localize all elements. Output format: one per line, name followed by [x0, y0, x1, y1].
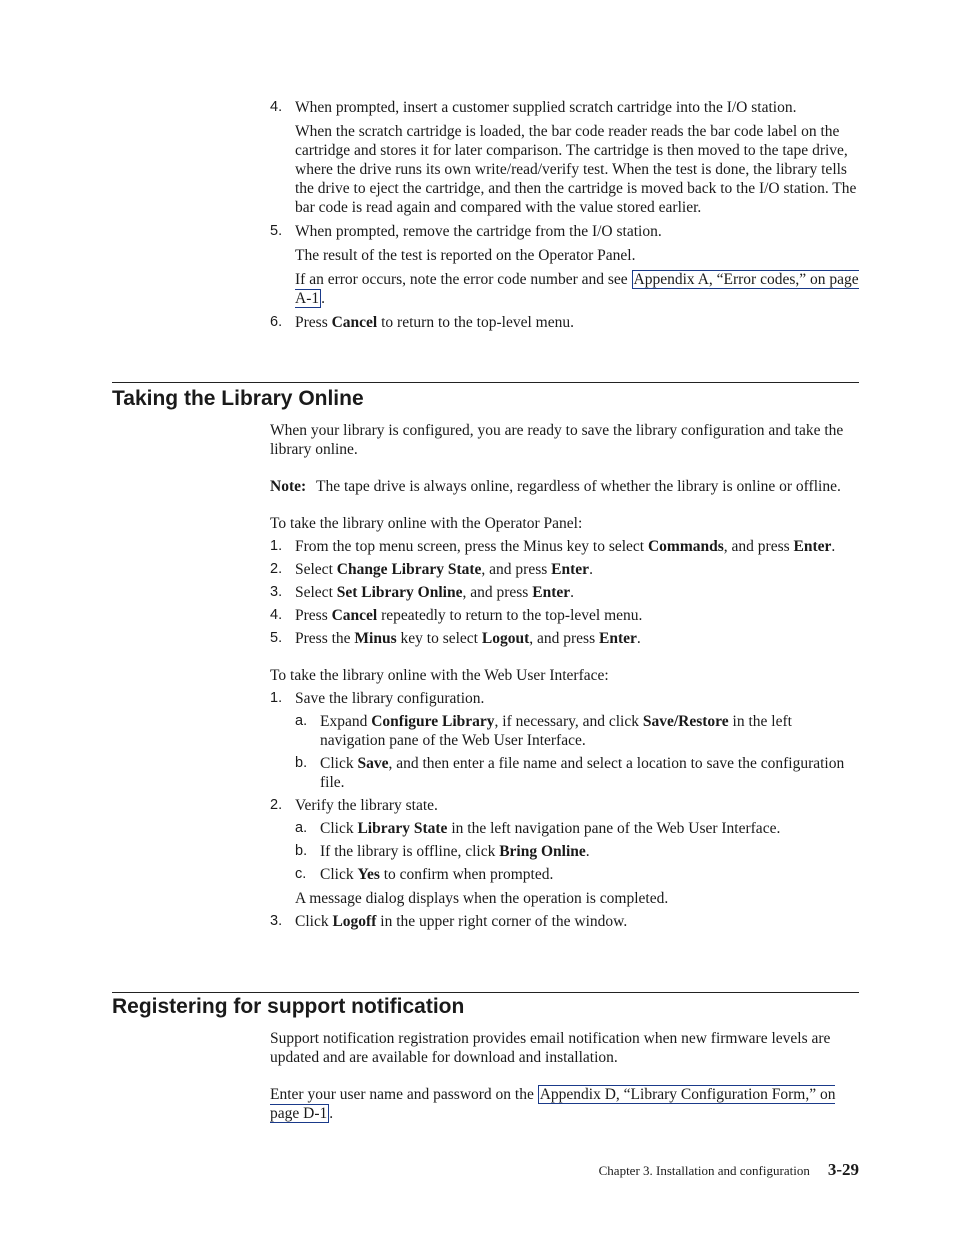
completion-message: A message dialog displays when the operation is completed. [295, 890, 669, 907]
substep-letter: c. [295, 866, 307, 882]
section-heading-support-notification: Registering for support notification [112, 995, 465, 1018]
list-number: 5. [270, 630, 283, 646]
list-number: 1. [270, 690, 283, 706]
web-step-3 [270, 912, 860, 931]
enter-credentials-paragraph [270, 1085, 860, 1123]
bold-term: Bring Online [499, 843, 586, 860]
step-text [295, 912, 860, 931]
text-run: Select [295, 584, 337, 601]
text-run: . [636, 630, 641, 647]
web-step-1 [270, 689, 860, 792]
bold-term: Enter [599, 630, 637, 647]
operator-panel-intro: To take the library online with the Operator Panel: [270, 515, 583, 532]
bold-term: Logoff [332, 913, 377, 930]
text-run: . [589, 561, 593, 578]
substep-letter: a. [295, 820, 308, 836]
text-run: If the library is offline, click [320, 843, 500, 860]
page-footer [599, 1160, 859, 1180]
web-ui-intro: To take the library online with the Web User Interface: [270, 667, 609, 684]
appendix-d-link[interactable]: Appendix D, “Library Configuration Form,” on page D-1 [270, 1086, 836, 1122]
text-run: , and press [723, 538, 794, 555]
enter-suffix: . [329, 1105, 334, 1122]
op-step [270, 606, 860, 625]
section-intro: Support notification registration provides email notification when new firmware levels are updated and are available for download and installation. [270, 1030, 831, 1066]
bold-term: Change Library State [336, 561, 482, 578]
bold-term: Commands [647, 538, 724, 555]
substep-text [320, 842, 860, 861]
substep [295, 754, 860, 792]
text-run: Press the [295, 630, 355, 647]
bold-term: Enter [793, 538, 832, 555]
web-step-2 [270, 796, 860, 908]
section-heading-taking-online: Taking the Library Online [112, 387, 364, 410]
bold-term: Library State [357, 820, 448, 837]
text-run: From the top menu screen, press the Minus key to select [295, 538, 648, 555]
text-run: , and press [481, 561, 552, 578]
text-run: Click [320, 866, 358, 883]
substep-text [320, 865, 860, 884]
bold-term: Yes [357, 866, 380, 883]
text-run: in the left navigation pane of the Web User Interface. [447, 820, 781, 837]
list-item-5 [270, 222, 860, 308]
note-label: Note: [270, 478, 307, 495]
bold-term: Save/Restore [642, 713, 729, 730]
section1-body [270, 421, 860, 931]
list-text [295, 313, 860, 332]
substep-letter: b. [295, 843, 308, 859]
note-block [270, 477, 860, 496]
bold-term: Configure Library [371, 713, 495, 730]
section-rule [112, 992, 859, 993]
text-run: to confirm when prompted. [379, 866, 554, 883]
list-item-6 [270, 313, 860, 332]
list-number: 4. [270, 99, 283, 115]
bold-term: Enter [551, 561, 590, 578]
substep-text [320, 712, 860, 750]
section-intro: When your library is configured, you are ready to save the library configuration and take the library online. [270, 422, 844, 458]
page-number: 3-29 [827, 1160, 859, 1179]
list-number: 3. [270, 584, 283, 600]
list-number: 6. [270, 314, 283, 330]
bold-term: Minus [354, 630, 397, 647]
enter-prefix: Enter your user name and password on the [270, 1086, 538, 1103]
list-number: 3. [270, 913, 283, 929]
substep-letter: a. [295, 713, 308, 729]
text-run: in the left navigation pane of the Web User Interface. [320, 713, 792, 749]
list-number: 5. [270, 223, 283, 239]
substep-letter: b. [295, 755, 308, 771]
bold-term: Logout [481, 630, 530, 647]
note-text: The tape drive is always online, regardless of whether the library is online or offline. [316, 478, 841, 495]
step-text [295, 629, 860, 648]
text-run: in the upper right corner of the window. [376, 913, 628, 930]
top-list [270, 98, 860, 332]
step-text [295, 560, 860, 579]
list-detail: When the scratch cartridge is loaded, the bar code reader reads the bar code label on the cartridge and stores it for later comparison. The cartridge is then moved to the tape drive, where the drive runs its own write/read/verify test. When the test is done, the library tells the drive to eject the cartridge, and then the cartridge is moved back to the I/O station. The bar code is read again and compared with the value stored earlier. [295, 123, 857, 216]
step-text [295, 606, 860, 625]
bold-term: Save [357, 755, 389, 772]
error-prefix: If an error occurs, note the error code number and see [295, 271, 632, 288]
substep [295, 712, 860, 750]
list-text: When prompted, remove the cartridge from the I/O station. [295, 223, 662, 240]
section-rule [112, 382, 859, 383]
section2-body [270, 1029, 860, 1123]
op-step [270, 537, 860, 556]
text-run: . [831, 538, 836, 555]
step-text: Save the library configuration. [295, 690, 485, 707]
text-run: Click [320, 755, 358, 772]
text-run: to return to the top-level menu. [377, 314, 574, 331]
op-step [270, 560, 860, 579]
substep [295, 819, 860, 838]
bold-term: Cancel [331, 607, 378, 624]
list-number: 2. [270, 797, 283, 813]
op-step [270, 583, 860, 602]
bold-term: Cancel [331, 314, 378, 331]
text-run: repeatedly to return to the top-level menu. [377, 607, 643, 624]
list-number: 2. [270, 561, 283, 577]
substep [295, 865, 860, 884]
step-text [295, 537, 860, 556]
list-number: 1. [270, 538, 283, 554]
text-run: Press [295, 607, 332, 624]
step-text: Verify the library state. [295, 797, 438, 814]
list-result: The result of the test is reported on the Operator Panel. [295, 247, 636, 264]
text-run: . [570, 584, 574, 601]
text-run: , and press [462, 584, 533, 601]
substep-text [320, 819, 860, 838]
step-text [295, 583, 860, 602]
chapter-label: Chapter 3. Installation and configuration [598, 1163, 810, 1178]
list-item-4 [270, 98, 860, 217]
appendix-a-link[interactable]: Appendix A, “Error codes,” on page A-1 [295, 271, 859, 307]
error-suffix: . [321, 290, 325, 307]
substep-text [320, 754, 860, 792]
text-run: key to select [396, 630, 482, 647]
bold-term: Enter [532, 584, 571, 601]
list-text: When prompted, insert a customer supplied scratch cartridge into the I/O station. [295, 99, 797, 116]
substep [295, 842, 860, 861]
text-run: Click [295, 913, 333, 930]
error-paragraph [295, 270, 860, 308]
text-run: . [585, 843, 590, 860]
list-number: 4. [270, 607, 283, 623]
op-step [270, 629, 860, 648]
text-run: , if necessary, and click [494, 713, 643, 730]
text-run: Press [295, 314, 332, 331]
text-run: , and then enter a file name and select a location to save the configuration file. [320, 755, 845, 791]
bold-term: Set Library Online [336, 584, 463, 601]
text-run: , and press [529, 630, 599, 647]
text-run: Expand [320, 713, 372, 730]
text-run: Select [295, 561, 337, 578]
text-run: Click [320, 820, 358, 837]
